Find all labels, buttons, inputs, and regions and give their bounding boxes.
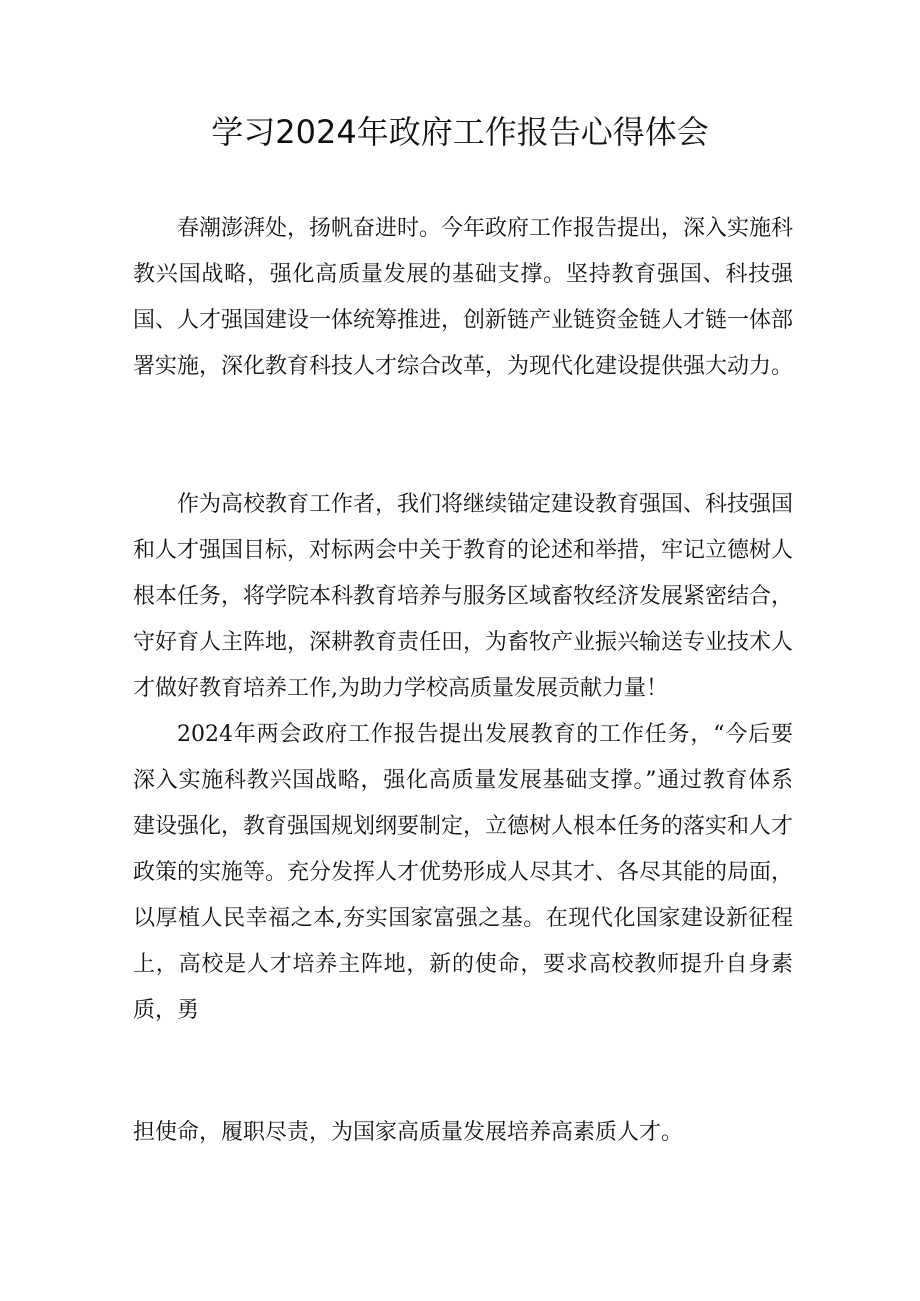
document-title: 学习2024年政府工作报告心得体会 [211,113,709,151]
paragraph-3-block [133,712,793,1034]
paragraph-3-continuation: 担使命，履职尽责，为国家高质量发展培养高素质人才。 [133,1120,684,1145]
paragraph-2-block [133,482,793,712]
paragraph-3: 2024年两会政府工作报告提出发展教育的工作任务，“今后要深入实施科教兴国战略，强化高质量发展基础支撑。”通过教育体系建设强化，教育强国规划纲要制定，立德树人根本任务的落实和人才政策的实施等。充分发挥人才优势形成人尽其才、各尽其能的局面，以厚植人民幸福之本,夯实国家富强之基。在现代化国家建设新征程上，高校是人才培养主阵地，新的使命，要求高校教师提升自身素质，勇 [133,722,794,1023]
paragraph-1-block [133,206,793,390]
paragraph-1: 春潮澎湃处，扬帆奋进时。今年政府工作报告提出，深入实施科教兴国战略，强化高质量发展的基础支撑。坚持教育强国、科技强国、人才强国建设一体统筹推进，创新链产业链资金链人才链一体部署实施，深化教育科技人才综合改革，为现代化建设提供强大动力。 [133,216,794,379]
paragraph-2: 作为高校教育工作者，我们将继续锚定建设教育强国、科技强国和人才强国目标，对标两会中关于教育的论述和举措，牢记立德树人根本任务，将学院本科教育培养与服务区域畜牧经济发展紧密结合，守好育人主阵地，深耕教育责任田，为畜牧产业振兴输送专业技术人才做好教育培养工作,为助力学校高质量发展贡献力量！ [133,492,794,701]
